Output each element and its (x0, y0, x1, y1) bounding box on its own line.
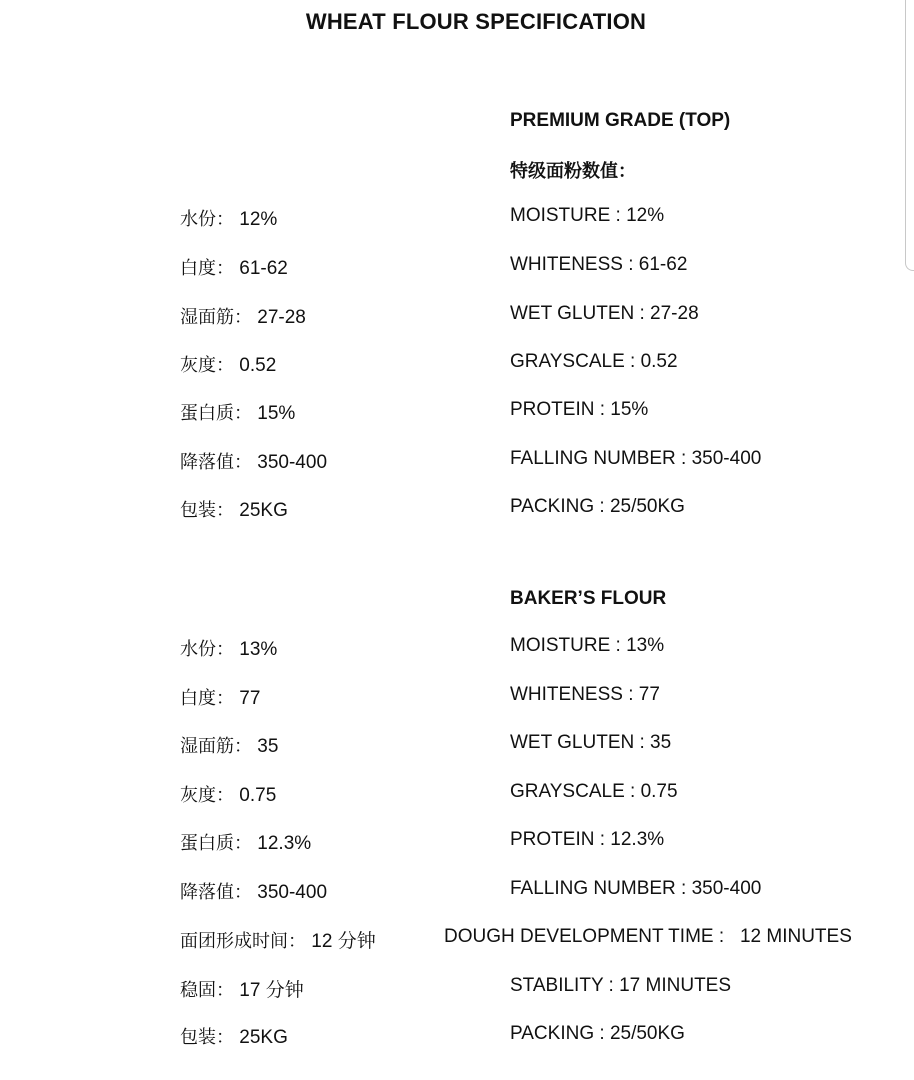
premium-moisture-en: MOISTURE : 12% (510, 205, 665, 226)
spec-label-cn: 白度： (180, 258, 234, 279)
premium-whiteness-en: WHITENESS : 61-62 (510, 254, 688, 275)
spec-value-cn: 12% (239, 209, 278, 230)
premium-moisture-cn (180, 205, 277, 231)
premium-heading: PREMIUM GRADE (TOP) (510, 110, 731, 131)
premium-grayscale-en: GRAYSCALE : 0.52 (510, 351, 678, 372)
spec-label-cn: 湿面筋： (180, 307, 252, 328)
bakers-protein-en: PROTEIN : 12.3% (510, 829, 665, 850)
premium-wet-gluten-cn (180, 303, 306, 329)
premium-protein-cn (180, 399, 295, 425)
spec-value-cn: 17 分钟 (239, 980, 304, 1001)
spec-value-cn: 25KG (239, 1027, 288, 1048)
spec-label-cn: 蛋白质： (180, 403, 252, 424)
spec-label-cn: 包装： (180, 500, 234, 521)
spec-label-cn: 降落值： (180, 882, 252, 903)
bakers-stability-cn (180, 975, 304, 1002)
bakers-wet-gluten-en: WET GLUTEN : 35 (510, 732, 672, 753)
spec-value-cn: 77 (239, 688, 261, 709)
bakers-falling-number-cn (180, 878, 327, 904)
premium-falling-number-en: FALLING NUMBER : 350-400 (510, 448, 762, 469)
bakers-grayscale-en: GRAYSCALE : 0.75 (510, 781, 678, 802)
premium-heading-chinese: 特级面粉数值： (510, 161, 636, 181)
spec-label-cn: 白度： (180, 688, 234, 709)
spec-value-cn: 35 (257, 736, 279, 757)
scroll-edge (905, 0, 914, 271)
spec-label-cn: 水份： (180, 639, 234, 660)
spec-label-cn: 灰度： (180, 785, 234, 806)
premium-protein-en: PROTEIN : 15% (510, 399, 649, 420)
bakers-stability-en: STABILITY : 17 MINUTES (510, 975, 732, 996)
spec-value-cn: 15% (257, 403, 296, 424)
bakers-packing-en: PACKING : 25/50KG (510, 1023, 685, 1044)
spec-value-cn: 350-400 (257, 882, 328, 903)
spec-value-cn: 61-62 (239, 258, 288, 279)
premium-packing-cn (180, 496, 288, 522)
premium-wet-gluten-en: WET GLUTEN : 27-28 (510, 303, 699, 324)
spec-value-cn: 350-400 (257, 452, 328, 473)
bakers-wet-gluten-cn (180, 732, 278, 758)
bakers-dough-time-en: DOUGH DEVELOPMENT TIME : 12 MINUTES (444, 926, 852, 947)
spec-label-cn: 湿面筋： (180, 736, 252, 757)
document-title: WHEAT FLOUR SPECIFICATION (305, 9, 647, 34)
spec-label-cn: 稳固： (180, 980, 234, 1001)
spec-label-cn: 包装： (180, 1027, 234, 1048)
spec-value-cn: 27-28 (257, 307, 306, 328)
bakers-protein-cn (180, 829, 311, 855)
spec-label-cn: 降落值： (180, 452, 252, 473)
spec-value-cn: 13% (239, 639, 278, 660)
bakers-heading: BAKER’S FLOUR (510, 588, 667, 609)
bakers-falling-number-en: FALLING NUMBER : 350-400 (510, 878, 762, 899)
bakers-moisture-cn (180, 635, 277, 661)
spec-label-cn: 面团形成时间： (180, 931, 306, 952)
spec-value-cn: 12.3% (257, 833, 312, 854)
spec-label-cn: 灰度： (180, 355, 234, 376)
bakers-whiteness-en: WHITENESS : 77 (510, 684, 660, 705)
premium-falling-number-cn (180, 448, 327, 474)
premium-whiteness-cn (180, 254, 288, 280)
bakers-packing-cn (180, 1023, 288, 1049)
spec-value-cn: 25KG (239, 500, 288, 521)
spec-label-cn: 蛋白质： (180, 833, 252, 854)
spec-value-cn: 0.52 (239, 355, 277, 376)
spec-value-cn: 0.75 (239, 785, 277, 806)
spec-value-cn: 12 分钟 (311, 931, 376, 952)
spec-label-cn: 水份： (180, 209, 234, 230)
premium-grayscale-cn (180, 351, 276, 377)
bakers-moisture-en: MOISTURE : 13% (510, 635, 665, 656)
bakers-dough-time-cn (180, 926, 376, 953)
bakers-grayscale-cn (180, 781, 276, 807)
premium-packing-en: PACKING : 25/50KG (510, 496, 685, 517)
bakers-whiteness-cn (180, 684, 260, 710)
